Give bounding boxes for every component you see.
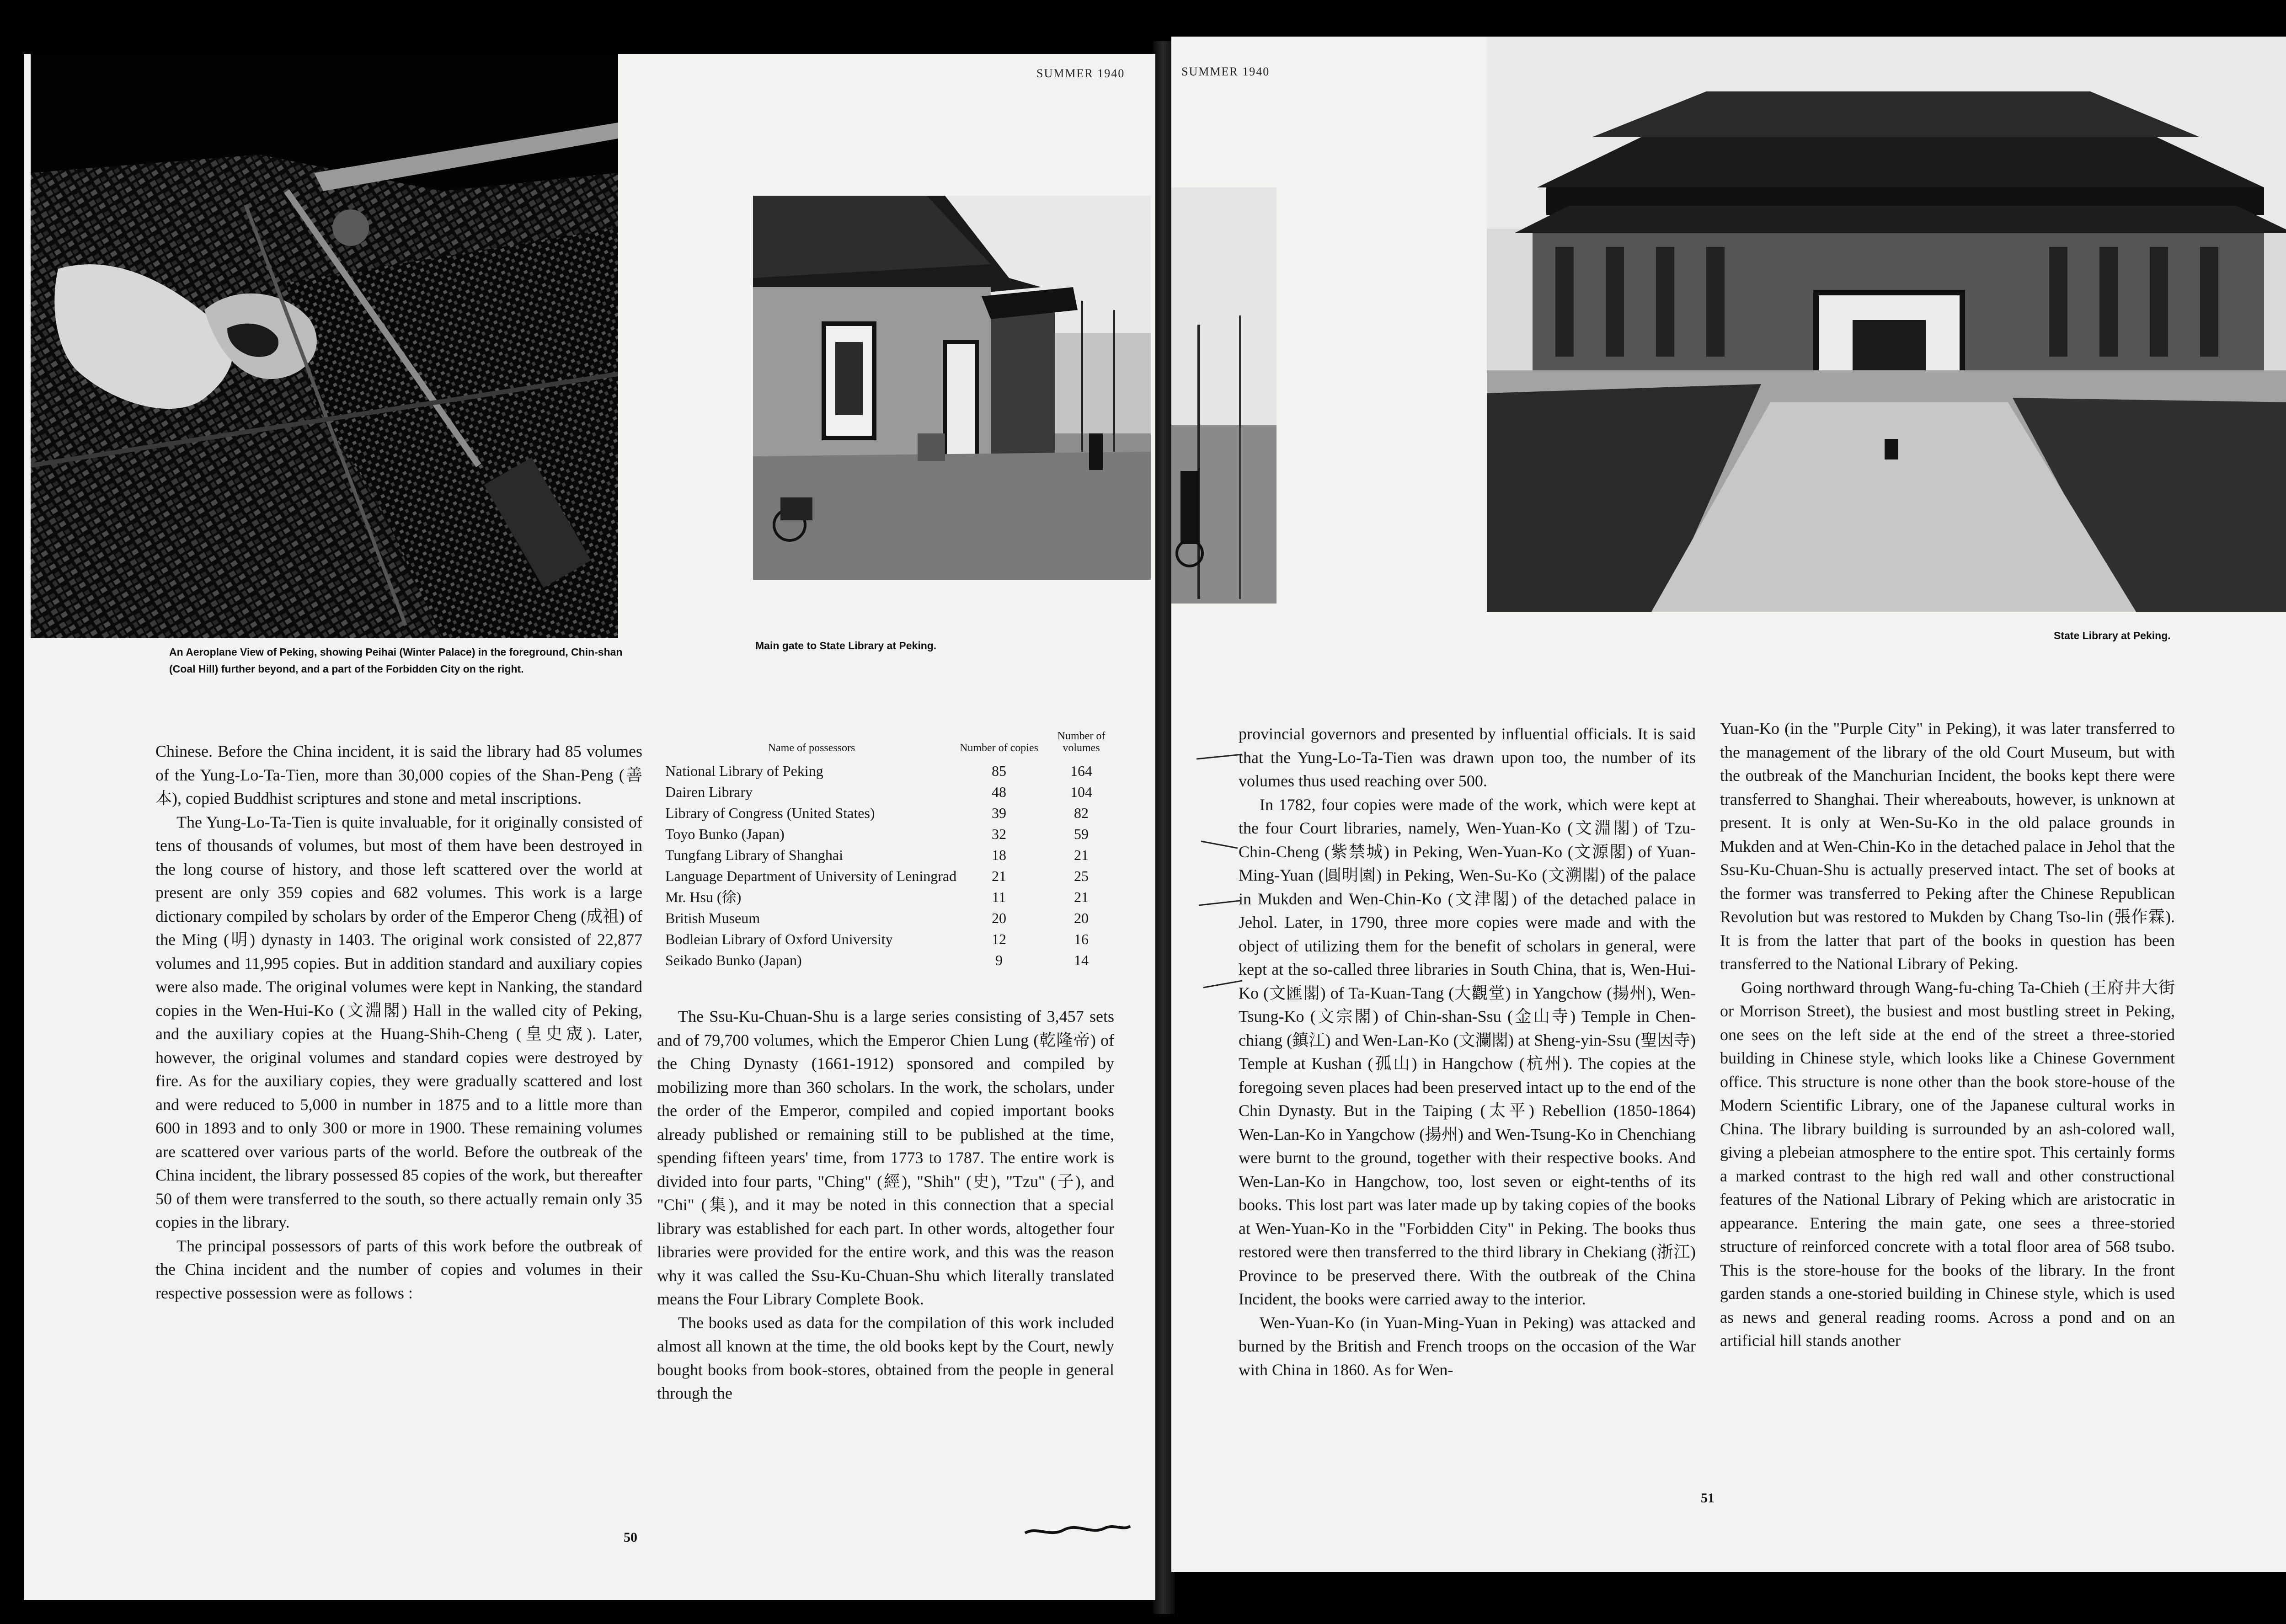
possessor-name: Library of Congress (United States) [665,805,875,821]
volumes-cell: 82 [1074,805,1089,821]
paragraph: Going northward through Wang-fu-ching Ta-Chieh (王府井大街 or Morrison Street), the busiest and most bustling street in Peking, one sees on the left side at the end of the street a three-storied building in Chinese style, which looks like a Chinese Government office. This structure is none other than the book store-house of the Modern Scientific Library, one of the Japanese cultural works in China. The library building is surrounded by an ash-colored wall, giving a plebeian atmosphere to the entire spot. This certainly forms a marked contrast to the high red wall and other constructional features of the National Library of Peking which are aristocratic in appearance. Entering the main gate, one sees a three-storied structure of reinforced concrete with a total floor area of 568 tsubo. This is the store-house for the books of the library. In the front garden stands a one-storied building in Chinese style, which is used as news and general reading rooms. Across a pond and on an artificial hill stands another [1720,978,2175,1350]
paragraph: provincial governors and presented by influential officials. It is said that the Yung-Lo-Ta-Tien was drawn upon too, the number of its volumes thus used reaching over 500. [1239,725,1696,790]
volumes-cell: 21 [1074,847,1089,863]
volumes-cell: 164 [1070,763,1092,779]
possessor-name: Language Department of University of Leningrad [665,868,957,884]
copies-cell: 39 [992,805,1006,821]
main-gate-caption: Main gate to State Library at Peking. [755,640,937,652]
state-library-photo [1487,37,2286,612]
possessor-name: Bodleian Library of Oxford University [665,931,893,947]
table-header: Number of volumes [1057,730,1106,754]
possessor-name: Tungfang Library of Shanghai [665,847,843,863]
text-column-4 [1720,717,2175,1522]
paragraph: In 1782, four copies were made of the work, which were kept at the four Court libraries, namely, Wen-Yuan-Ko (文淵閣) of Tzu-Chin-Cheng (紫禁城) in Peking, Wen-Yuan-Ko (文源閣) of Yuan-Ming-Yuan (圓明園) in Peking, Wen-Su-Ko (文溯閣) of the palace in Mukden and Wen-Chin-Ko (文津閣) of the detached palace in Jehol. Later, in 1790, three more copies were made and with the object of utilizing them for the benefit of scholars in general, were kept at the so-called three libraries in South China, that is, Wen-Hui-Ko (文匯閣) of Ta-Kuan-Tang (大觀堂) in Yangchow (揚州), Wen-Tsung-Ko (文宗閣) of Chin-shan-Ssu (金山寺) Temple in Chen-chiang (鎮江) and Wen-Lan-Ko (文瀾閣) at Sheng-yin-Ssu (聖因寺) Temple at Kushan (孤山) in Hangchow (杭州). The copies at the foregoing seven places had been preserved intact up to the end of the Chin Dynasty. But in the Taiping (太平) Rebellion (1850-1864) Wen-Lan-Ko in Yangchow (揚州) and Wen-Tsung-Ko in Chenchiang were burnt to the ground, together with their respective books. And Wen-Lan-Ko in Hangchow, too, lost seven or eight-tenths of its books. This lost part was later made up by taking copies of the books at Wen-Yuan-Ko in the "Forbidden City" in Peking. The books thus restored were then transferred to the third library in Chekiang (浙江) Province to be preserved there. With the outbreak of the China Incident, the books were carried away to the interior. [1239,795,1696,1308]
table-row [665,865,1122,887]
volumes-cell: 20 [1074,910,1089,926]
volumes-cell: 14 [1074,952,1089,968]
right-page [1171,37,2286,1572]
possessor-name: Seikado Bunko (Japan) [665,952,802,968]
table-row [665,823,1122,844]
possessor-name: National Library of Peking [665,763,823,779]
paragraph: Chinese. Before the China incident, it is said the library had 85 volumes of the Yung-Lo-Ta-Tien, more than 30,000 copies of the Shan-Peng (善本), copied Buddhist scriptures and stone and metal inscriptions. [155,742,642,807]
gate-photo-strip-image [1171,187,1277,604]
page-number-50: 50 [624,1530,637,1545]
table-header: Number of copies [960,742,1038,754]
text-column-2 [657,1005,1114,1512]
table-row [665,908,1122,929]
text-column-3 [1239,722,1696,1518]
paragraph: The Ssu-Ku-Chuan-Shu is a large series consisting of 3,457 sets and of 79,700 volumes, which the Emperor Chien Lung (乾隆帝) of the Ching Dynasty (1661-1912) sponsored and compiled by mobilizing more than 360 scholars. In the work, the scholars, under the order of the Emperor, compiled and copied important books already published or remaining still to be published at the time, spending fifteen years' time, from 1773 to 1787. The entire work is divided into four parts, "Ching" (經), "Shih" (史), "Tzu" (子), and "Chi" (集), and it may be noted in this connection that a special library was established for each part. In other words, altogether four libraries were provided for the entire work, and this was the reason why it was called the Ssu-Ku-Chuan-Shu which literally translated means the Four Library Complete Book. [657,1007,1114,1308]
copies-cell: 85 [992,763,1006,779]
paragraph: The books used as data for the compilation of this work included almost all known at the time, the old books kept by the Court, newly bought books from book-stores, obtained from the people in general through the [657,1313,1114,1402]
running-head-left: SUMMER 1940 [1036,67,1125,80]
volumes-cell: 16 [1074,931,1089,947]
volumes-cell: 25 [1074,868,1089,884]
table-row [665,802,1122,823]
table-row [665,760,1122,781]
volumes-cell: 21 [1074,889,1089,905]
aerial-photo [31,54,618,638]
table-header: Name of possessors [768,742,855,754]
table-row [665,844,1122,865]
table-row [665,781,1122,802]
copies-cell: 18 [992,847,1006,863]
possessor-name: Toyo Bunko (Japan) [665,826,785,842]
copies-cell: 20 [992,910,1006,926]
table-row [665,887,1122,908]
paragraph: Wen-Yuan-Ko (in Yuan-Ming-Yuan in Peking) was attacked and burned by the British and French troops on the occasion of the War with China in 1860. As for Wen- [1239,1313,1696,1379]
possessors-table [665,730,1122,971]
table-row [665,950,1122,971]
volumes-cell: 104 [1070,784,1092,800]
main-gate-photo-image [753,196,1151,580]
paragraph: The principal possessors of parts of this work before the outbreak of the China incident and the number of copies and volumes in their respective possession were as follows : [155,1236,642,1302]
possessor-name: British Museum [665,910,760,926]
pen-scribble-mark [1023,1517,1132,1544]
state-library-caption: State Library at Peking. [2054,630,2171,641]
copies-cell: 48 [992,784,1006,800]
table-row [665,929,1122,950]
aerial-photo-image [31,54,618,638]
copies-cell: 12 [992,931,1006,947]
copies-cell: 9 [995,952,1003,968]
copies-cell: 11 [992,889,1006,905]
volumes-cell: 59 [1074,826,1089,842]
state-library-photo-image [1487,37,2286,612]
left-page [24,54,1155,1600]
possessor-name: Dairen Library [665,784,753,800]
gate-photo-strip [1171,187,1277,604]
possessor-name: Mr. Hsu (徐) [665,889,742,905]
main-gate-photo [753,196,1151,580]
text-column-1 [155,740,642,1544]
page-number-51: 51 [1701,1490,1714,1506]
aerial-caption: An Aeroplane View of Peking, showing Peihai (Winter Palace) in the foreground, Chin-shan (Coal Hill) further beyond, and a part of the Forbidden City on the right. [169,646,623,675]
running-head-right: SUMMER 1940 [1181,65,1270,78]
paragraph: Yuan-Ko (in the "Purple City" in Peking), it was later transferred to the management of the library of the old Court Museum, but with the outbreak of the Manchurian Incident, the books kept there were transferred to Shanghai. Their whereabouts, however, is unknown at present. It is only at Wen-Su-Ko in the old palace grounds in Mukden and at Wen-Chin-Ko in the detached palace in Jehol that the Ssu-Ku-Chuan-Shu is actually preserved intact. The set of books at the former was transferred to Peking after the Chinese Republican Revolution but was restored to Mukden by Chang Tso-lin (張作霖). It is from the latter that part of the books in question has been transferred to the National Library of Peking. [1720,719,2175,973]
copies-cell: 21 [992,868,1006,884]
copies-cell: 32 [992,826,1006,842]
pen-margin-marks [1192,750,1247,1070]
paragraph: The Yung-Lo-Ta-Tien is quite invaluable, for it originally consisted of tens of thousands of volumes, but most of them have been destroyed in the long course of history, and those left scattered over the world at present are only 359 copies and 682 volumes. This work is a large dictionary compiled by scholars by order of the Emperor Cheng (成祖) of the Ming (明) dynasty in 1403. The original work consisted of 22,877 volumes and 11,995 copies. But in addition standard and auxiliary copies were also made. The original volumes were kept in Nanking, the standard copies in the Wen-Hui-Ko (文淵閣) Hall in the walled city of Peking, and the auxiliary copies at the Huang-Shih-Cheng (皇史宬). Later, however, the original volumes and standard copies were destroyed by fire. As for the auxiliary copies, they were gradually scattered and lost and were reduced to 5,000 in number in 1875 and to a little more than 600 in 1893 and to only 300 or more in 1900. These remaining volumes are scattered over various parts of the world. Before the outbreak of the China incident, the library possessed 85 copies of the work, but thereafter 50 of them were transferred to the south, so there actually remain only 35 copies in the library. [155,812,642,1231]
table-header-row [665,730,1122,760]
